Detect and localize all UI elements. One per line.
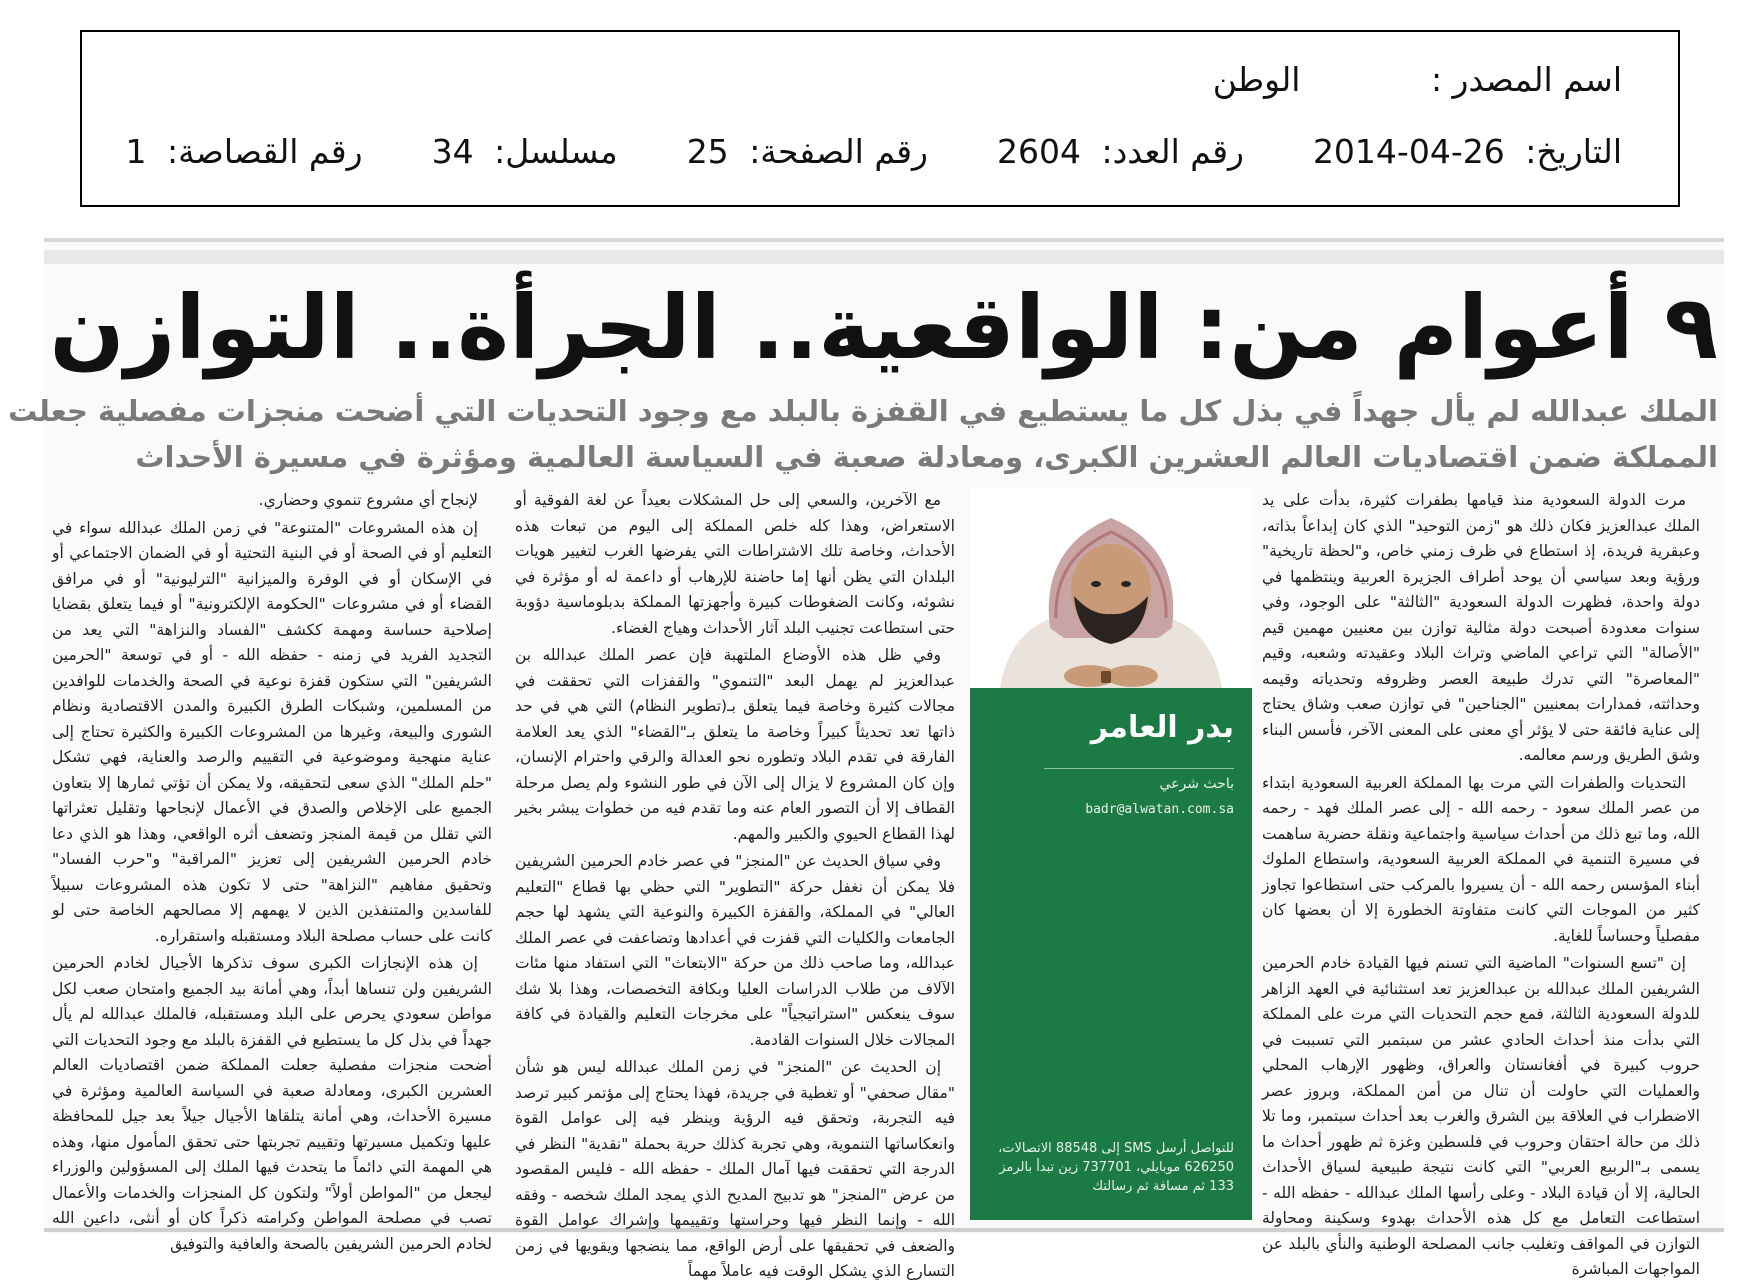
paragraph: إن هذه المشروعات "المتنوعة" في زمن الملك عبدالله سواء في التعليم أو في الصحة أو في البنية التحتية أو في الضمان الاجتماعي أو في الإسكان أو في الوفرة والميزانية "الترليونية" أو في مرافق القضاء أو في مشروعات "الحكومة الإلكترونية" أو فيما يتعلق بقضايا إصلاحية حساسة ومهمة ككشف "الفساد والنزاهة" التي يعد من التجديد الفريد في زمنه - حفظه الله - أو في توسعة "الحرمين الشريفين" التي ستكون قفزة نوعية في الصحة والخدمات للوافدين من المسلمين، وشبكات الطرق الكبيرة والمدن الاقتصادية ونظام الشورى والبيعة، وغيرها من المشروعات الكبيرة والكثيرة تحتاج إلى عناية منهجية وموضوعية في التقييم والرصد والعناية، فهي تشكل "حلم الملك" الذي سعى لتحقيقه، ولا يمكن أن تؤتي ثمارها إلا بتعاون الجميع على الإخلاص والصدق في الأعمال لإنجاحها وتقليل تعثراتها التي تقلل من قيمة المنجز وتضعف أثره الواقعي، وهذا هو الذي دعا خادم الحرمين الشريفين إلى تعزيز "المراقبة" و"حرب الفساد" وتحقيق مفاهيم "النزاهة" حتى لا تكون هذه المشروعات سبيلاً للفاسدين والمتنفذين الذين لا يهمهم إلا مصالحهم الخاصة حتى لو كانت على حساب مصلحة البلاد ومستقبله واستقراره. bbox=[52, 518, 492, 945]
serial-label: مسلسل: bbox=[494, 132, 618, 171]
serial-value: 34 bbox=[431, 132, 474, 171]
date-value: 2014-04-26 bbox=[1312, 132, 1505, 171]
article-column-1 bbox=[1262, 488, 1700, 1278]
paragraph: التحديات والطفرات التي مرت بها المملكة العربية السعودية ابتداء من عصر الملك سعود - رحمه الله - إلى عصر الملك فهد - رحمه الله، وما تبع ذلك من أحداث سياسية واجتماعية ونقلة حضرية ساهمت في مسيرة التنمية في المملكة العربية السعودية، واستطاع الملوك أبناء المؤسس رحمه الله - أن يسيروا بالمركب حتى استطاعوا تجاوز كثير من الموجات التي كانت متفاوتة الخطورة إلا أن بعضها كان مفصلياً وحساساً للغاية. bbox=[1262, 773, 1700, 945]
paragraph: مع الآخرين، والسعي إلى حل المشكلات بعيداً عن لغة الفوقية أو الاستعراض، وهذا كله خلص المملكة إلى اليوم من تبعات هذه الأحداث، وخاصة تلك الاشتراطات التي يفرضها الغرب لتغيير هويات البلدان التي يظن أنها إما حاضنة للإرهاب أو داعمة له أو مؤثرة في نشوئه، وكانت الضغوطات كبيرة وأجهزتها المملكة بدبلوماسية دؤوبة حتى استطاعت تجنيب البلد آثار الأحداث وهياج الغضاء. bbox=[515, 491, 955, 637]
author-email: badr@alwatan.com.sa bbox=[1085, 802, 1234, 817]
source-row bbox=[1213, 60, 1622, 99]
issue-label: رقم العدد: bbox=[1101, 132, 1244, 171]
article-subhead-line1: الملك عبدالله لم يأل جهداً في بذل كل ما يستطيع في القفزة بالبلد مع وجود التحديات التي أضحت منجزات مفصلية جعلت bbox=[8, 394, 1718, 428]
source-info-box bbox=[80, 30, 1680, 207]
author-photo bbox=[970, 488, 1252, 688]
article-headline: ٩ أعوام من: الواقعية.. الجرأة.. التوازن bbox=[49, 276, 1718, 379]
author-divider bbox=[1044, 768, 1234, 769]
metadata-row bbox=[126, 132, 1623, 171]
paragraph: إن هذه الإنجازات الكبرى سوف تذكرها الأجيال لخادم الحرمين الشريفين ولن تنساها أبداً، وهي أمانة بيد الجميع وامتحان صعب لكل مواطن سعودي يحرص على البلد ومستقبله، فالملك عبدالله لم يأل جهداً في بذل كل ما يستطيع في القفزة بالبلد مع وجود التحديات التي أضحت منجزات مفصلية جعلت المملكة ضمن اقتصاديات العالم العشرين الكبرى، ومعادلة صعبة في السياسة العالمية ومؤثرة في مسيرة الأحداث، وهي أمانة يتلقاها الأجيال جيلاً بعد جيل للمحافظة عليها وتكميل مسيرتها وتقييم تجربتها حتى تحقق المأمول منها، وهذه هي المهمة التي دائماً ما يتحدث فيها الملك إلى المسؤولين والوزراء ليجعل من "المواطن أولاً" ولتكون كل المنجزات والخدمات والأعمال تصب في مصلحة المواطن وكرامته ذكراً كان أو أنثى، داعين الله لخادم الحرمين الشريفين بالصحة والعافية والتوفيق bbox=[52, 954, 492, 1253]
paragraph: إن الحديث عن "المنجز" في زمن الملك عبدالله ليس هو شأن "مقال صحفي" أو تغطية في جريدة، فهذا يحتاج إلى مؤتمر كبير ترصد فيه التجربة، وتحقق فيه الرؤية وينظر فيه إلى عوامل القوة وانعكاساتها التنموية، وهي تجربة كذلك حرية بحملة "نقدية" النظر في الدرجة التي تحققت فيها آمال الملك - حفظه الله - فليس المقصود من عرض "المنجز" هو تدبيج المديح الذي يمجد الملك شخصه - وفقه الله - وإنما النظر فيها وحراستها وتقييمها وإشراك عوامل القوة والضعف في تحقيقها على أرض الواقع، مما ينضجها ويقويها في زمن التسارع الذي يشكل الوقت فيه عاملاً مهماً bbox=[515, 1058, 955, 1280]
clipping-header-band bbox=[44, 250, 1724, 264]
author-name: بدر العامر bbox=[1090, 710, 1234, 745]
issue-value: 2604 bbox=[997, 132, 1081, 171]
author-panel bbox=[970, 488, 1252, 1220]
page-label: رقم الصفحة: bbox=[749, 132, 928, 171]
article-column-3 bbox=[52, 488, 492, 1253]
paragraph: وفي ظل هذه الأوضاع الملتهبة فإن عصر الملك عبدالله بن عبدالعزيز لم يهمل البعد "التنموي" والقفزات التي تحققت في مجالات كثيرة وخاصة فيما يتعلق بـ(تطوير النظام) التي هي في حد ذاتها تعد تحديثاً كبيراً وخاصة ما يتعلق بـ"القضاء" الذي يعد العلامة الفارقة في تقدم البلاد وتطوره نحو العدالة والرقي واحترام الإنسان، وإن كان المشروع لا يزال إلى الآن في طور النشوء ولم يصل مرحلة القطاف إلا أن التصور العام عنه وما تقدم فيه من خطوات يبشر بخير لهذا القطاع الحيوي والكبير والمهم. bbox=[515, 646, 955, 843]
paragraph: وفي سياق الحديث عن "المنجز" في عصر خادم الحرمين الشريفين فلا يمكن أن نغفل حركة "التطوير" التي حظي بها قطاع "التعليم العالي" في المملكة، والقفزة الكبيرة والنوعية التي يشهد لها حجم الجامعات والكليات التي قفزت في أعدادها وتضاعفت في عصر الملك عبدالله، وما صاحب ذلك من حركة "الابتعاث" التي استفاد منها مئات الآلاف من طلاب الدراسات العليا وبكافة التخصصات، وهذا بلا شك سوف ينعكس "استراتيجياً" على مخرجات التعليم والقيادة في كافة المجالات خلال السنوات القادمة. bbox=[515, 852, 955, 1049]
author-role: باحث شرعي bbox=[1159, 776, 1234, 792]
sms-contact-note: للتواصل أرسل SMS إلى 88548 الاتصالات، 626250 موبايلي، 737701 زين تبدأ بالرمز 133 ثم مسافة ثم رسالتك bbox=[998, 1141, 1234, 1194]
page-value: 25 bbox=[686, 132, 729, 171]
author-info-box bbox=[970, 688, 1252, 1220]
article-subhead-line2: المملكة ضمن اقتصاديات العالم العشرين الكبرى، ومعادلة صعبة في السياسة العالمية ومؤثرة في مسيرة الأحداث bbox=[135, 440, 1718, 474]
clip-label: رقم القصاصة: bbox=[167, 132, 363, 171]
clipping-top-rule bbox=[44, 238, 1724, 242]
paragraph: إن "تسع السنوات" الماضية التي تسنم فيها القيادة خادم الحرمين الشريفين الملك عبدالله بن عبدالعزيز تعد استثنائية في العهد الزاهر للدولة السعودية الثالثة، فمع حجم التحديات التي مرت على المملكة التي بدأت منذ أحداث الحادي عشر من سبتمبر التي تسببت في حروب كبيرة في أفغانستان والعراق، وظهور الإرهاب المحلي والعمليات التي حاولت أن تنال من أمن المملكة، وبروز عصر الاضطراب في العلاقة بين الشرق والغرب بعد أحداث سبتمبر، وما تلا ذلك من حالة احتقان وحروب في فلسطين وغزة ثم ظهور أحداث ما يسمى بـ"الربيع العربي" التي كانت نتيجة طبيعية لسياق الأحداث الحالية، إلا أن قيادة البلاد - وعلى رأسها الملك عبدالله - حفظه الله - استطاعت التعامل مع كل هذه الأحداث بهدوء وسكينة ومحاولة التوازن في المواقف وتغليب جانب المصلحة الوطنية والنأي بالبلد عن المواجهات المباشرة bbox=[1262, 954, 1700, 1278]
date-label: التاريخ: bbox=[1525, 132, 1622, 171]
source-label: اسم المصدر : bbox=[1430, 60, 1622, 99]
paragraph: لإنجاح أي مشروع تنموي وحضاري. bbox=[258, 491, 478, 509]
paragraph: مرت الدولة السعودية منذ قيامها بطفرات كثيرة، بدأت على يد الملك عبدالعزيز فكان ذلك هو "زمن التوحيد" الذي كان إبداعاً بذاته، وعبقرية فريدة، إذ استطاع في ظرف زمني خاص، و"لحظة تاريخية" ورؤية وبعد سياسي أن يوحد أطراف الجزيرة العربية وينتظمها في دولة واحدة، فظهرت الدولة السعودية "الثالثة" على الوجود، وفي سنوات معدودة أصبحت دولة مثالية توازن بين معنيين مهمين قيم "الأصالة" التي تراعي الماضي وتراث البلاد وعقيدته وشعبه، وقيم "المعاصرة" التي تدرك طبيعة العصر وظروفه وتحدياته وقيمه وحداثته، فمدارات بمعنيين "الجناحين" في توازن صعب وشاق يحتاج إلى عناية فائقة حتى لا يؤثر أي معنى على المعنى الآخر، فأسس البناء وشق الطريق ورسم معالمه. bbox=[1262, 491, 1700, 764]
clip-value: 1 bbox=[125, 132, 147, 171]
article-column-2 bbox=[515, 488, 955, 1280]
source-value: الوطن bbox=[1212, 60, 1301, 99]
